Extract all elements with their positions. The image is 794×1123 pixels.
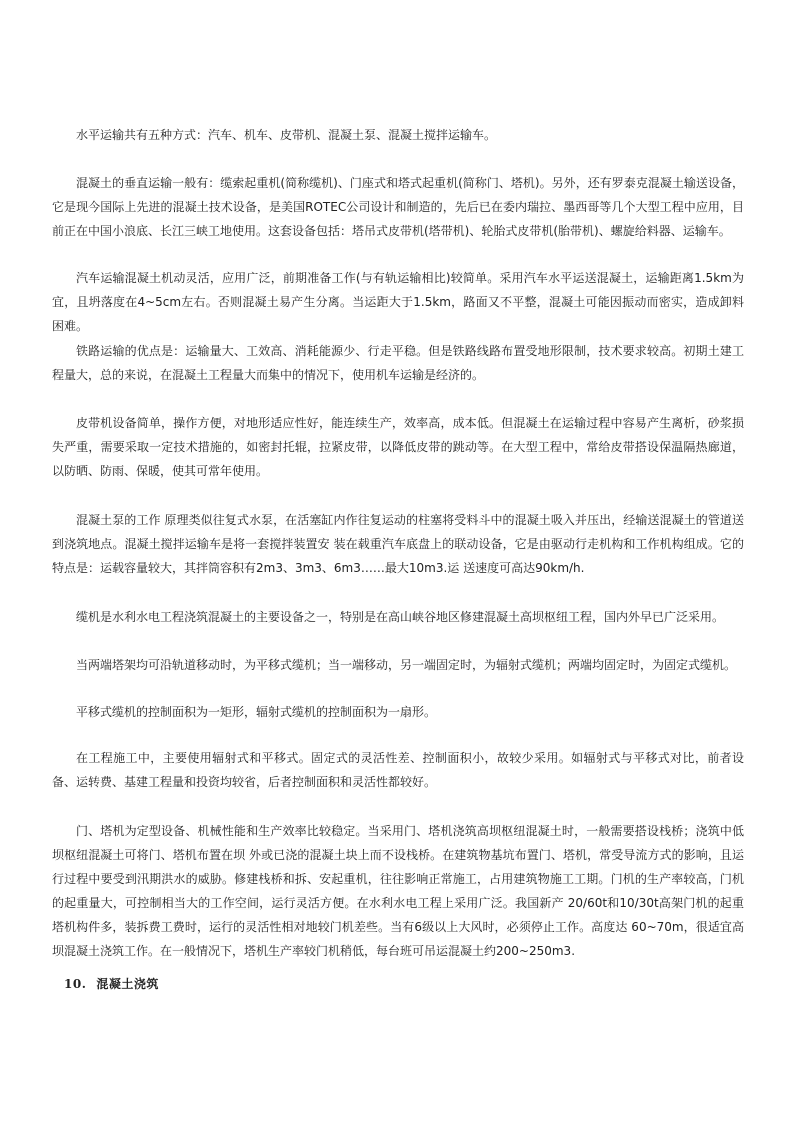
paragraph-cableway: 缆机是水利水电工程浇筑混凝土的主要设备之一，特别是在高山峡谷地区修建混凝土高坝枢纽工程，国内外早已广泛采用。 — [76, 610, 725, 624]
paragraph-horizontal-transport: 水平运输共有五种方式：汽车、机车、皮带机、混凝土泵、混凝土搅拌运输车。 — [76, 128, 497, 142]
paragraph-belt-conveyor: 皮带机设备简单，操作方便，对地形适应性好，能连续生产，效率高，成本低。但混凝土在运输过程中容易产生离析，砂浆损失严重，需要采取一定技术措施的，如密封托辊，拉紧皮带，以降低皮带的跳动等。在大型工程中，常给皮带搭设保温隔热廊道，以防晒、防雨、保暖，使其可常年使用。 — [52, 416, 744, 478]
paragraph-vertical-transport: 混凝土的垂直运输一般有：缆索起重机(简称缆机)、门座式和塔式起重机(简称门、塔机)。另外，还有罗泰克混凝土输送设备，它是现今国际上先进的混凝土技术设备，是美国ROTEC公司设计和制造的，先后已在委内瑞拉、墨西哥等几个大型工程中应用，目前正在中国小浪底、长江三峡工地使用。这套设备包括：塔吊式皮带机(塔带机)、轮胎式皮带机(胎带机)、螺旋给料器、运输车。 — [52, 176, 744, 238]
paragraph-railway-transport: 铁路运输的优点是：运输量大、工效高、消耗能源少、行走平稳。但是铁路线路布置受地形限制，技术要求较高。初期土建工程量大，总的来说，在混凝土工程量大而集中的情况下，使用机车运输是经济的。 — [52, 344, 744, 382]
paragraph-concrete-pump: 混凝土泵的工作 原理类似往复式水泵，在活塞缸内作往复运动的柱塞将受料斗中的混凝土吸入并压出，经输送混凝土的管道送到浇筑地点。混凝土搅拌运输车是将一套搅拌装置安 装在载重汽车底盘上的联动设备，它是由驱动行走机构和工作机构组成。它的特点是：运载容量较大，其拌筒容积有2m3、3m3、6m3……最大10m3.运 送速度可高达90km/h. — [52, 513, 744, 575]
paragraph-control-area: 平移式缆机的控制面积为一矩形，辐射式缆机的控制面积为一扇形。 — [76, 705, 437, 719]
section-number: 10. — [64, 977, 87, 991]
paragraph-gantry-tower-cranes: 门、塔机为定型设备、机械性能和生产效率比较稳定。当采用门、塔机浇筑高坝枢纽混凝土时，一般需要搭设栈桥；浇筑中低坝枢纽混凝土可将门、塔机布置在坝 外或已浇的混凝土块上而不设栈桥。在建筑物基坑布置门、塔机，常受导流方式的影响，且运行过程中要受到汛期洪水的威胁。修建栈桥和拆、安起重机，往往影响正常施工，占用建筑物施工工期。门机的生产率较高，门机的起重量大，可控制相当大的工作空间，运行灵活方便。在水利水电工程上采用广泛。我国新产 20/60t和10/30t高架门机的起重塔机构件多，装拆费工费时，运行的灵活性相对地较门机差些。当有6级以上大风时，必须停止工作。高度达 60~70m，很适宜高坝混凝土浇筑工作。在一般情况下，塔机生产率较门机稍低，每台班可吊运混凝土约200~250m3. — [52, 824, 744, 958]
paragraph-construction-usage: 在工程施工中，主要使用辐射式和平移式。固定式的灵活性差、控制面积小，故较少采用。如辐射式与平移式对比，前者设备、运转费、基建工程量和投资均较省，后者控制面积和灵活性都较好。 — [52, 751, 744, 789]
paragraph-truck-transport: 汽车运输混凝土机动灵活，应用广泛，前期准备工作(与有轨运输相比)较简单。采用汽车水平运送混凝土，运输距离1.5km为宜，且坍落度在4~5cm左右。否则混凝土易产生分离。当运距大于1.5km，路面又不平整，混凝土可能因振动而密实，造成卸料困难。 — [52, 271, 744, 333]
section-title: 混凝土浇筑 — [96, 977, 159, 991]
paragraph-cableway-types: 当两端塔架均可沿轨道移动时，为平移式缆机；当一端移动，另一端固定时，为辐射式缆机；两端均固定时，为固定式缆机。 — [76, 658, 737, 672]
section-heading — [64, 972, 159, 996]
